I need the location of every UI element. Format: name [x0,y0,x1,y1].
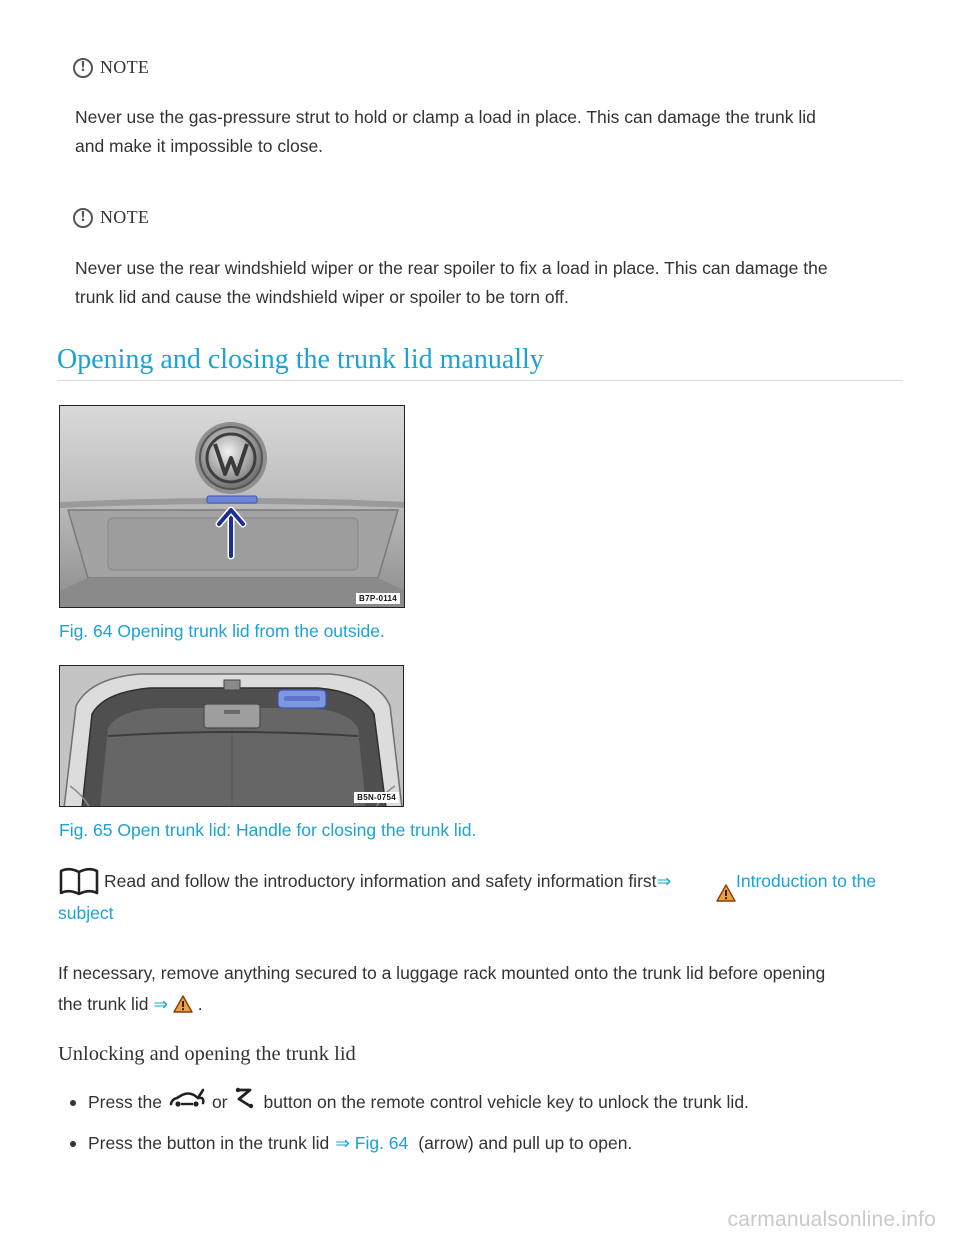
open-trunk-interior-illustration [60,666,404,807]
para-line-2 [58,990,203,1022]
figure-64-tag: B7P-0114 [356,593,400,604]
figure-65-tag: B5N-0754 [354,792,399,803]
bullet-item-1 [70,1087,749,1118]
note-2-title: NOTE [100,207,150,227]
bullet-dot [70,1100,76,1106]
heading-divider [57,380,903,381]
figure-64-caption: Fig. 64 Opening trunk lid from the outside. [59,621,385,641]
intro-arrow[interactable]: ⇒ [656,871,672,891]
book-icon [58,867,100,902]
car-trunk-open-icon [168,1087,206,1118]
intro-link-part1[interactable]: Introduction to the [736,871,877,891]
trunk-lid-exterior-illustration [60,406,405,608]
bullet-item-2 [70,1129,632,1158]
note-1-line-2: and make it impossible to close. [75,136,324,156]
exclamation-circle-icon: ! [73,208,93,228]
note-1-header [73,57,149,78]
note-2-line-1: Never use the rear windshield wiper or the rear spoiler to fix a load in place. This can damage the [75,258,828,278]
intro-text [104,867,671,896]
figure-65-caption: Fig. 65 Open trunk lid: Handle for closing the trunk lid. [59,820,477,840]
figure-65-image [59,665,404,807]
subheading: Unlocking and opening the trunk lid [58,1043,356,1065]
note-1-title: NOTE [100,57,150,77]
warning-triangle-icon [716,884,736,907]
bullet-2-part2: (arrow) and pull up to open. [418,1133,633,1153]
note-2-line-2: trunk lid and cause the windshield wiper or spoiler to be torn off. [75,287,569,307]
note-2-header [73,207,149,228]
bullet-1-part2: button on the remote control vehicle key to unlock the trunk lid. [263,1092,749,1112]
bullet-1-or: or [211,1092,228,1112]
intro-link-part2[interactable]: subject [58,903,114,923]
note-1-line-1: Never use the gas-pressure strut to hold or clamp a load in place. This can damage the trunk lid [75,107,816,127]
bullet-1-part1: Press the [88,1092,162,1112]
intro-text-main: Read and follow the introductory information and safety information first [104,871,657,891]
section-title: Opening and closing the trunk lid manually [57,344,544,375]
figure-64-image [59,405,405,608]
bullet-dot [70,1141,76,1147]
para-line-1: If necessary, remove anything secured to a luggage rack mounted onto the trunk lid before opening [58,963,826,983]
trunk-release-icon [234,1087,254,1118]
fig-64-link[interactable]: ⇒ Fig. 64 [335,1133,409,1153]
exclamation-circle-icon: ! [73,58,93,78]
para-line-2-text: the trunk lid [58,994,149,1014]
warning-triangle-icon [173,993,193,1022]
para-arrow-link[interactable]: ⇒ [153,994,169,1014]
watermark: carmanualsonline.info [727,1208,936,1231]
bullet-2-part1: Press the button in the trunk lid [88,1133,330,1153]
para-end: . [197,994,203,1014]
